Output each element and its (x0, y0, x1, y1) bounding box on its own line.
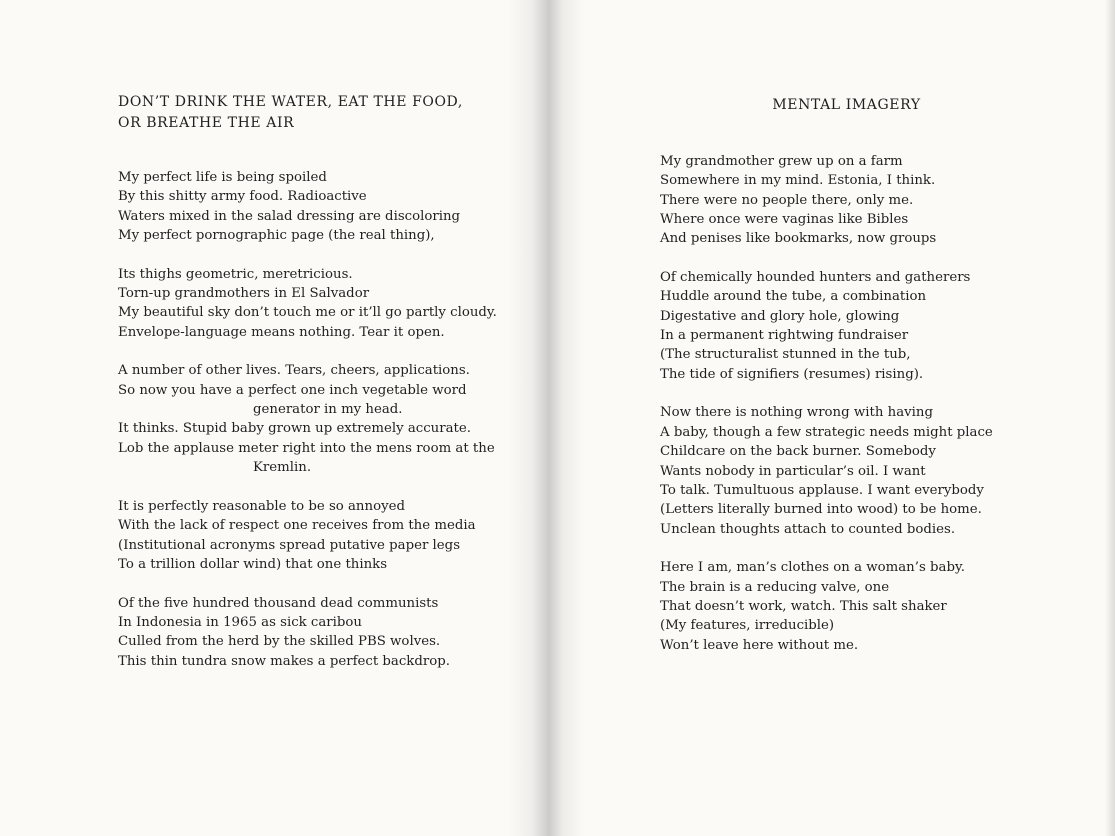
stanza (118, 265, 498, 342)
poem-line: Digestative and glory hole, glowing (660, 308, 900, 324)
poem-line: Of the five hundred thousand dead communists (118, 595, 439, 611)
stanza (660, 268, 1020, 384)
title-line: OR BREATHE THE AIR (118, 115, 295, 131)
poem-line: Torn-up grandmothers in El Salvador (118, 286, 370, 302)
poem-line: Somewhere in my mind. Estonia, I think. (660, 173, 936, 189)
poem-line: A number of other lives. Tears, cheers, applications. (118, 363, 470, 379)
poem-line: Won’t leave here without me. (660, 637, 859, 653)
page-edge (1105, 0, 1115, 836)
poem-line: (The structuralist stunned in the tub, (660, 347, 911, 363)
poem-line: The brain is a reducing valve, one (660, 579, 890, 595)
poem-line: Its thighs geometric, meretricious. (118, 266, 353, 282)
poem-line: Here I am, man’s clothes on a woman’s baby. (660, 560, 965, 576)
left-page (0, 0, 548, 836)
poem-line: Where once were vaginas like Bibles (660, 212, 909, 228)
stanza (118, 594, 498, 671)
poem-line: generator in my head. (253, 402, 403, 418)
poem-line: My beautiful sky don’t touch me or it’ll go partly cloudy. (118, 305, 497, 321)
poem-line: Waters mixed in the salad dressing are discoloring (118, 208, 461, 224)
poem-line: With the lack of respect one receives from the media (118, 518, 476, 534)
gutter-shadow (548, 0, 584, 836)
poem-line: (Letters literally burned into wood) to be home. (660, 502, 982, 518)
stanza (118, 361, 498, 477)
poem-line: Huddle around the tube, a combination (660, 289, 927, 305)
poem-line: Childcare on the back burner. Somebody (660, 444, 936, 460)
stanza (660, 403, 1020, 538)
poem-line: Of chemically hounded hunters and gatherers (660, 270, 971, 286)
poem-line: The tide of signifiers (resumes) rising). (660, 366, 924, 382)
poem-body-right (660, 152, 1020, 674)
poem-line: A baby, though a few strategic needs might place (660, 424, 993, 440)
poem-line: Culled from the herd by the skilled PBS wolves. (118, 634, 441, 650)
poem-title-right: MENTAL IMAGERY (772, 97, 921, 113)
poem-line: In Indonesia in 1965 as sick caribou (118, 614, 362, 630)
poem-line: Unclean thoughts attach to counted bodies. (660, 521, 956, 537)
poem-line: By this shitty army food. Radioactive (118, 189, 367, 205)
stanza (118, 168, 498, 245)
poem-line: There were no people there, only me. (660, 192, 914, 208)
poem-line: My perfect life is being spoiled (118, 170, 327, 185)
poem-line: My perfect pornographic page (the real thing), (118, 228, 435, 244)
poem-line: Lob the applause meter right into the mens room at the (118, 440, 495, 456)
poem-line: My grandmother grew up on a farm (660, 154, 903, 169)
poem-line: Envelope-language means nothing. Tear it open. (118, 324, 445, 340)
poem-line: (Institutional acronyms spread putative paper legs (118, 537, 461, 553)
poem-body-left (118, 168, 498, 690)
poem-line: To talk. Tumultuous applause. I want everybody (660, 482, 984, 498)
poem-line: Now there is nothing wrong with having (660, 405, 933, 421)
poem-line: This thin tundra snow makes a perfect backdrop. (118, 653, 450, 669)
poem-line: Kremlin. (253, 460, 312, 476)
right-page (548, 0, 1115, 836)
title-line: DON’T DRINK THE WATER, EAT THE FOOD, (118, 94, 463, 110)
poem-line: So now you have a perfect one inch vegetable word (118, 382, 467, 398)
poem-line: To a trillion dollar wind) that one thinks (118, 556, 388, 572)
stanza (118, 497, 498, 574)
stanza (660, 558, 1020, 655)
poem-line: (My features, irreducible) (660, 618, 835, 634)
poem-line: In a permanent rightwing fundraiser (660, 328, 909, 344)
poem-line: It is perfectly reasonable to be so annoyed (118, 498, 405, 514)
poem-title-left (118, 92, 518, 134)
stanza (660, 152, 1020, 249)
poem-line: Wants nobody in particular’s oil. I want (660, 463, 926, 479)
poem-line: And penises like bookmarks, now groups (660, 231, 937, 247)
poem-line: That doesn’t work, watch. This salt shaker (660, 598, 947, 614)
poem-line: It thinks. Stupid baby grown up extremely accurate. (118, 421, 471, 437)
